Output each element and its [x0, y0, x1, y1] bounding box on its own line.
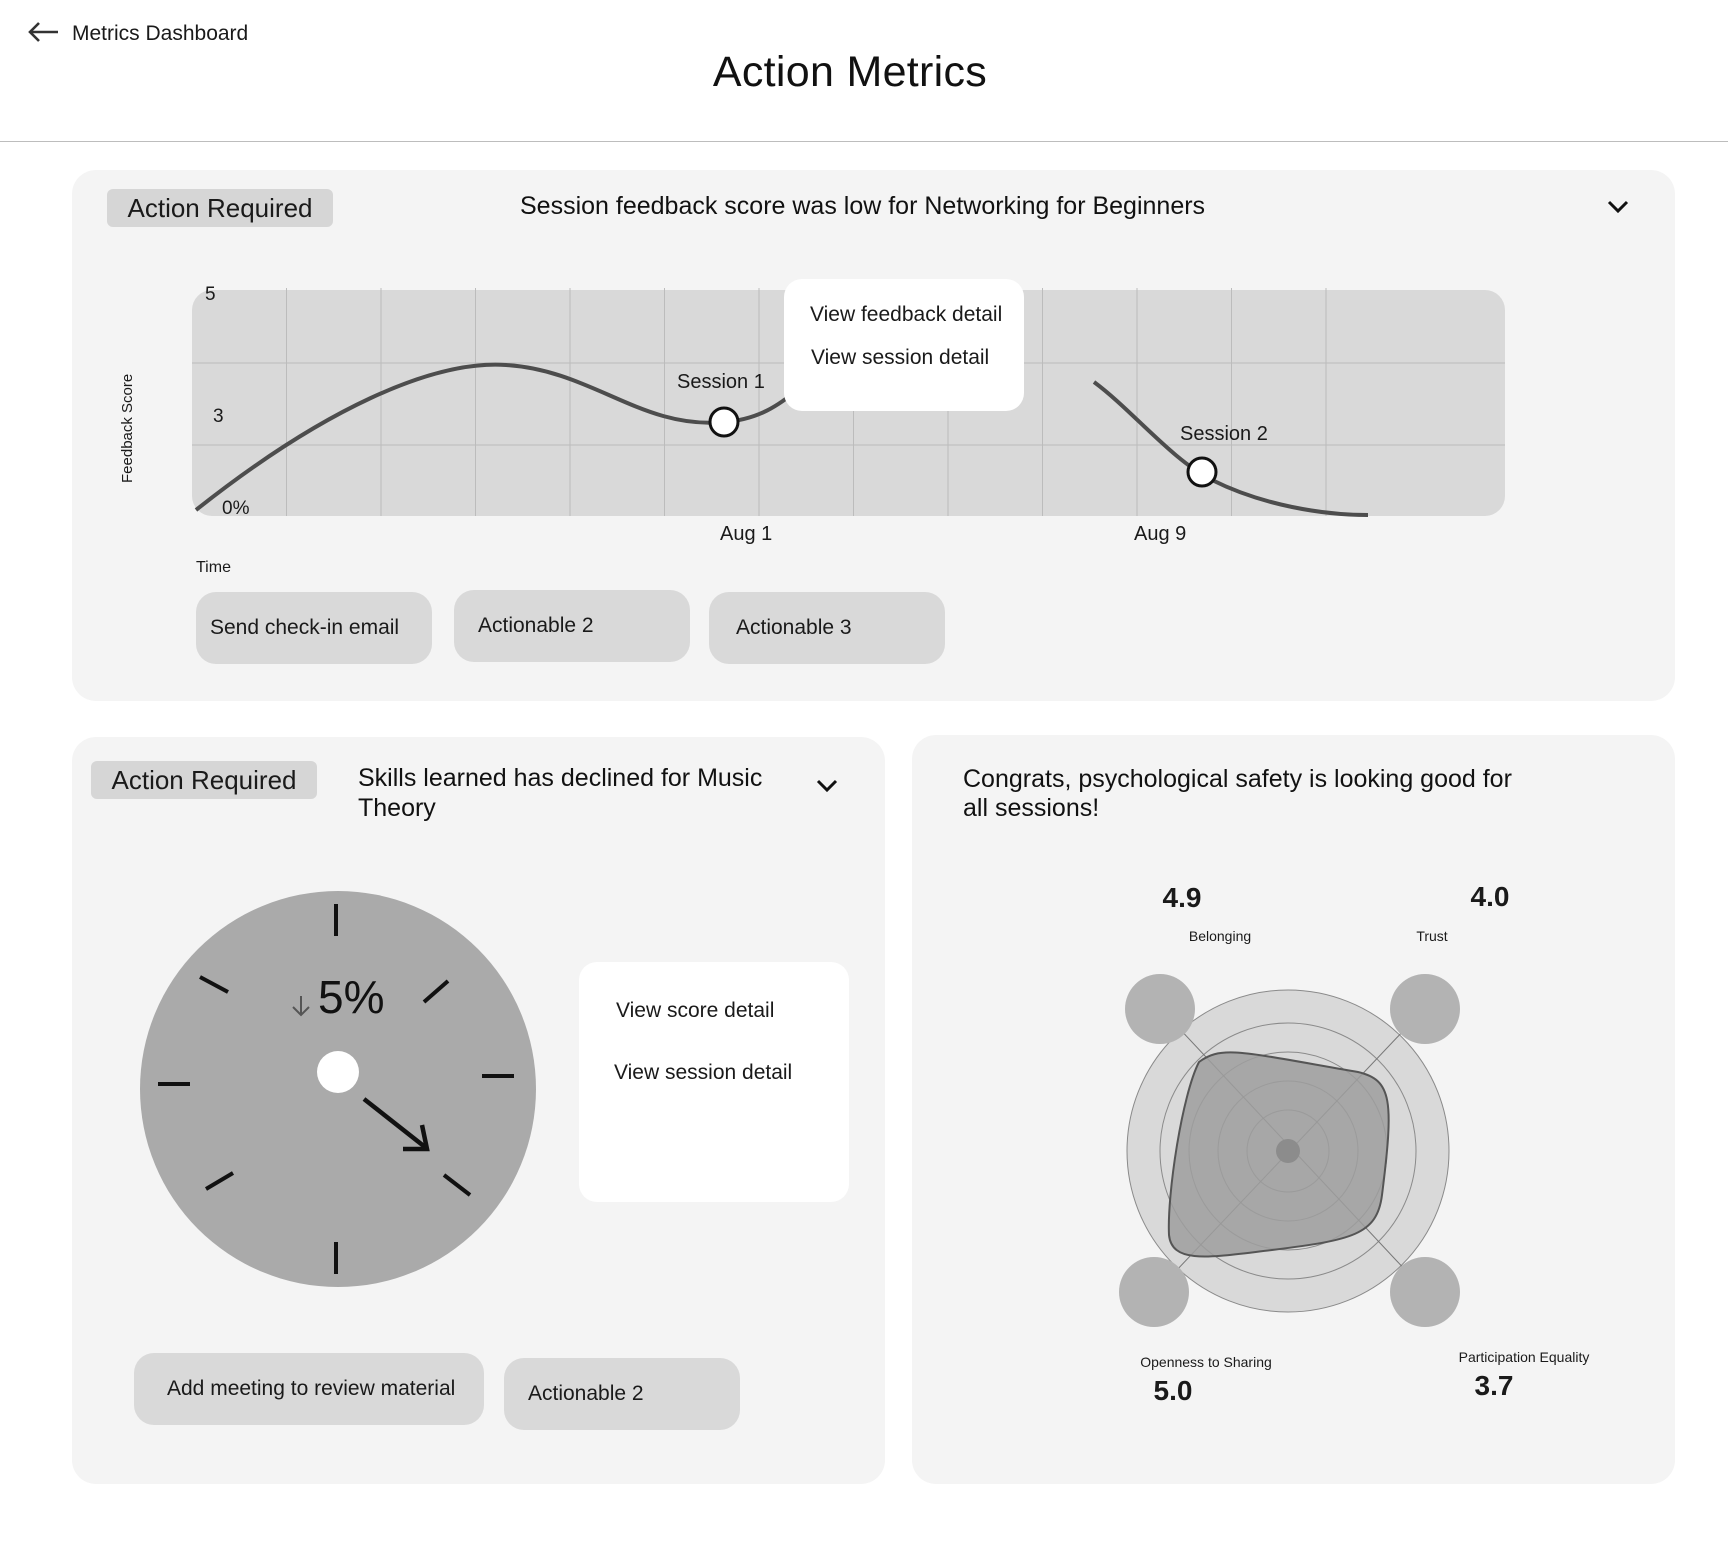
trust-node: [1390, 974, 1460, 1044]
view-session-detail-link[interactable]: View session detail: [811, 346, 990, 369]
back-link-label[interactable]: Metrics Dashboard: [72, 22, 249, 45]
belonging-value: 4.9: [1162, 882, 1202, 913]
send-check-in-email-button[interactable]: Send check-in email: [196, 592, 432, 664]
skills-gauge: [138, 889, 538, 1289]
chevron-down-icon[interactable]: [814, 777, 840, 795]
view-score-detail-link[interactable]: View score detail: [616, 999, 775, 1022]
actionable-2-button[interactable]: Actionable 2: [504, 1358, 740, 1430]
chevron-down-icon[interactable]: [1605, 198, 1631, 216]
view-feedback-detail-link[interactable]: View feedback detail: [810, 303, 1003, 326]
gauge-hub: [317, 1051, 359, 1093]
trust-value: 4.0: [1470, 881, 1510, 912]
y-tick-5: 5: [205, 284, 216, 305]
psych-safety-headline: Congrats, psychological safety is looking good for all sessions!: [963, 765, 1512, 822]
skills-alert-headline: Skills learned has declined for Music Theory: [358, 764, 763, 822]
openness-value: 5.0: [1153, 1375, 1193, 1406]
point-label-session-2: Session 2: [1180, 423, 1268, 445]
add-meeting-button[interactable]: Add meeting to review material: [134, 1353, 484, 1425]
y-axis-title: Feedback Score: [119, 373, 136, 483]
openness-node: [1119, 1257, 1189, 1327]
page-title: Action Metrics: [712, 48, 988, 96]
skills-popup-menu: [579, 962, 849, 1202]
y-tick-0: 0%: [222, 498, 250, 519]
participation-value: 3.7: [1474, 1370, 1514, 1401]
participation-node: [1390, 1257, 1460, 1327]
view-session-detail-link[interactable]: View session detail: [614, 1061, 793, 1084]
feedback-alert-card: [72, 170, 1675, 701]
point-label-session-1: Session 1: [677, 371, 765, 393]
actionable-3-button[interactable]: Actionable 3: [709, 592, 945, 664]
participation-label: Participation Equality: [1458, 1349, 1590, 1365]
skills-alert-card: [72, 737, 885, 1484]
feedback-alert-headline: Session feedback score was low for Networking for Beginners: [520, 192, 1206, 220]
x-axis-title: Time: [196, 559, 231, 576]
openness-label: Openness to Sharing: [1140, 1354, 1272, 1370]
trust-label: Trust: [1416, 928, 1448, 944]
y-tick-3: 3: [213, 406, 224, 427]
data-point-session-1: [710, 408, 738, 436]
actionable-2-button[interactable]: Actionable 2: [454, 590, 690, 662]
x-tick-aug-1: Aug 1: [720, 523, 773, 545]
feedback-popup-menu: [784, 279, 1024, 411]
header-divider: [0, 141, 1728, 142]
action-required-badge: Action Required: [91, 761, 317, 799]
gauge-value: 5%: [318, 971, 385, 1023]
psych-safety-radar: [1062, 935, 1502, 1335]
back-arrow-icon[interactable]: [26, 18, 62, 46]
action-required-badge: Action Required: [107, 189, 333, 227]
x-tick-aug-9: Aug 9: [1134, 523, 1187, 545]
belonging-node: [1125, 974, 1195, 1044]
data-point-session-2: [1188, 458, 1216, 486]
belonging-label: Belonging: [1188, 928, 1252, 944]
psych-safety-card: [912, 735, 1675, 1484]
